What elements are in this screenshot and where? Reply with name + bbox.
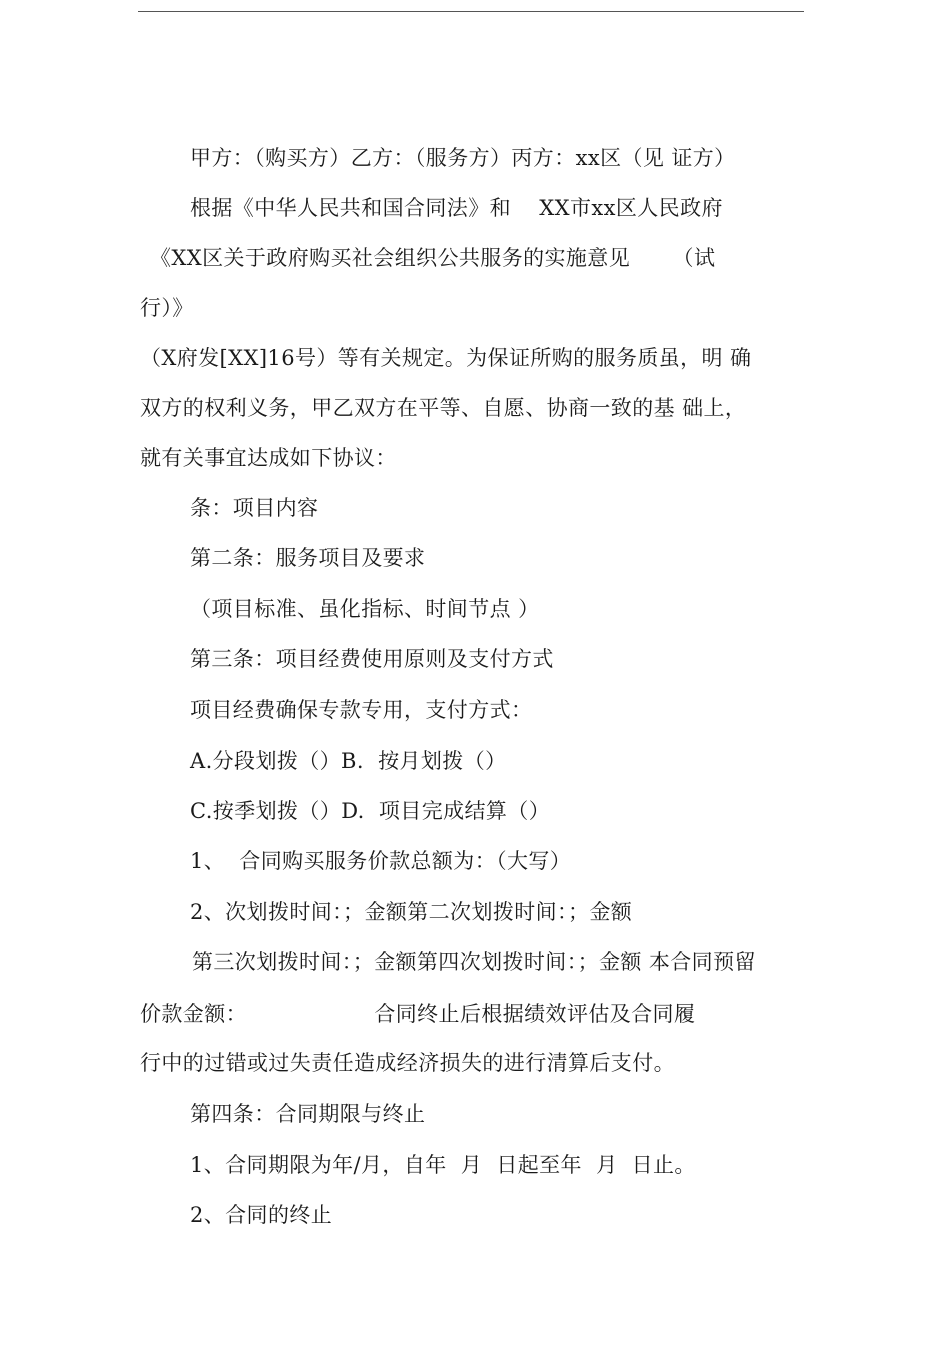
clause-3-2: 2、次划拨时间：；金额第二次划拨时间：；金额: [190, 900, 633, 924]
payment-option-cd: C.按季划拨（）D. 项目完成结算（）: [190, 799, 551, 823]
article-3-heading: 第三条：项目经费使用原则及支付方式: [190, 647, 554, 671]
clause-3-2-cont-2: 价款金额： 合同终止后根据绩效评估及合同履: [140, 1002, 696, 1026]
legal-basis-line-6: 就有关事宜达成如下协议：: [140, 446, 397, 470]
legal-basis-line-5: 双方的权利义务，甲乙双方在平等、自愿、协商一致的基 础上，: [140, 396, 747, 420]
clause-4-1: 1、合同期限为年/月，自年 月 日起至年 月 日止。: [190, 1153, 696, 1177]
clause-3-2-cont-1: 第三次划拨时间：；金额第四次划拨时间：；金额 本合同预留: [192, 950, 756, 974]
article-2-note: （项目标准、虽化指标、时间节点 ）: [190, 597, 540, 621]
page-top-rule: [138, 11, 804, 12]
article-4-heading: 第四条：合同期限与终止: [190, 1102, 426, 1126]
article-2-heading: 第二条：服务项目及要求: [190, 546, 426, 570]
legal-basis-line-2: 《XX区关于政府购买社会组织公共服务的实施意见 （试: [150, 246, 716, 270]
legal-basis-line-3: 行）》: [140, 296, 194, 320]
clause-4-2: 2、合同的终止: [190, 1203, 333, 1227]
legal-basis-line-4: （X府发[XX]16号）等有关规定。为保证所购的服务质虽，明 确: [140, 346, 752, 370]
parties-line: 甲方：（购买方）乙方：（服务方）丙方：xx区（见 证方）: [190, 146, 736, 170]
article-1-heading: 条：项目内容: [190, 496, 319, 520]
clause-3-1: 1、 合同购买服务价款总额为：（大写）: [190, 849, 572, 873]
legal-basis-line-1: 根据《中华人民共和国合同法》和 XX市xx区人民政府: [190, 196, 723, 220]
article-3-paragraph: 项目经费确保专款专用，支付方式：: [190, 698, 533, 722]
clause-3-2-cont-3: 行中的过错或过失责任造成经济损失的进行清算后支付。: [140, 1051, 675, 1075]
payment-option-ab: A.分段划拨（）B. 按月划拨（）: [190, 749, 507, 773]
